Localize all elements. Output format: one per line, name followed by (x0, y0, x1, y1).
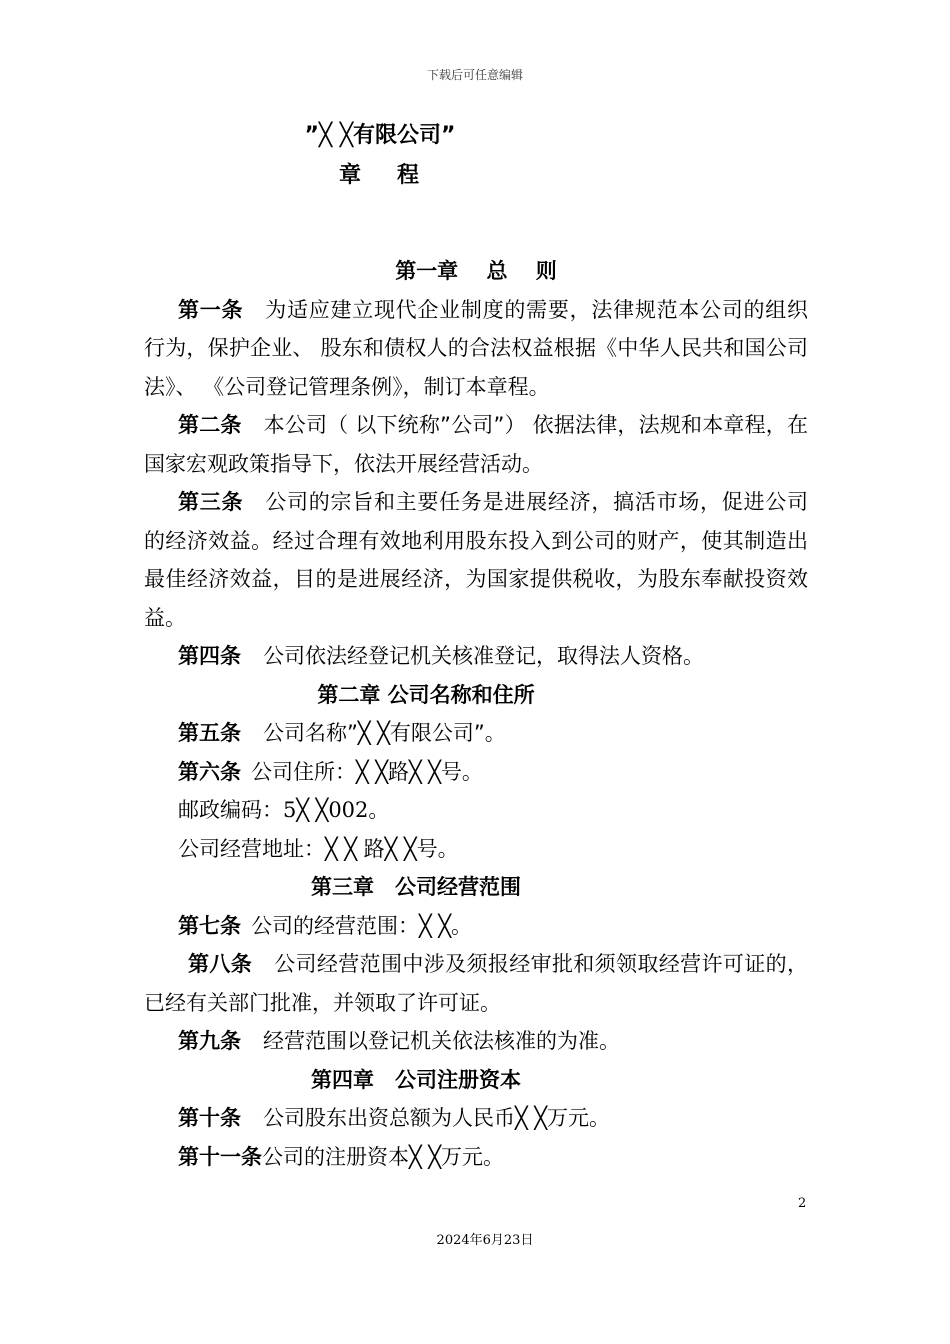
document-subtitle (0, 158, 760, 189)
document-body (144, 252, 808, 1176)
article-8-text: 公司经营范围中涉及须报经审批和须领取经营许可证的，已经有关部门批准，并领取了许可证。 (144, 952, 809, 1015)
chapter-2-heading: 第二章 公司名称和住所 (317, 682, 535, 707)
article-5-label: 第五条 (178, 721, 241, 745)
article-10-label: 第十条 (178, 1106, 241, 1130)
page-number: 2 (798, 1196, 807, 1211)
postal-code-line (144, 791, 808, 830)
article-7-text: 公司的经营范围：╳ ╳。 (251, 913, 472, 938)
article-1 (144, 291, 808, 407)
page-footer-date: 2024年6月23日 (436, 1233, 534, 1248)
article-4-label: 第四条 (178, 644, 241, 668)
article-3-text: 公司的宗旨和主要任务是进展经济，搞活市场，促进公司的经济效益。经过合理有效地利用股东投入到公司的财产，使其制造出最佳经济效益，目的是进展经济，为国家提供税收，为股东奉献投资效益。 (144, 490, 809, 630)
article-1-text: 为适应建立现代企业制度的需要，法律规范本公司的组织行为，保护企业、 股东和债权人的合法权益根据《中华人民共和国公司法》、 《公司登记管理条例》，制订本章程。 (144, 297, 809, 399)
article-4-text: 公司依法经登记机关核准登记，取得法人资格。 (263, 644, 704, 668)
article-8-label: 第八条 (188, 952, 253, 976)
subtitle-char-2: 程 (397, 163, 422, 188)
article-5-text: 公司名称”╳ ╳有限公司”。 (263, 721, 506, 745)
page-header: 下载后可任意编辑 (426, 68, 523, 82)
article-7 (144, 907, 808, 946)
article-11-text: 公司的注册资本╳ ╳万元。 (262, 1144, 504, 1169)
article-9 (144, 1022, 808, 1061)
article-5 (144, 714, 808, 753)
article-11 (144, 1138, 808, 1177)
article-1-label: 第一条 (178, 297, 244, 322)
article-3 (144, 483, 808, 637)
article-10-text: 公司股东出资总额为人民币╳ ╳万元。 (263, 1106, 610, 1130)
postal-code-label: 邮政编码： (178, 798, 283, 822)
document-title: ”╳ ╳有限公司” (304, 123, 456, 148)
article-2-label: 第二条 (178, 413, 242, 437)
article-2-text: 本公司（ 以下统称”公司”） 依据法律，法规和本章程，在国家宏观政策指导下，依法开展经营活动。 (144, 413, 809, 476)
article-4 (144, 637, 808, 676)
postal-code-value: 5╳ ╳002 (283, 798, 369, 822)
subtitle-char-1: 章 (338, 163, 363, 188)
chapter-4-heading: 第四章 公司注册资本 (311, 1067, 521, 1092)
chapter-3-heading: 第三章 公司经营范围 (311, 875, 521, 899)
article-10 (144, 1099, 808, 1138)
article-9-text: 经营范围以登记机关依法核准的为准。 (263, 1029, 620, 1053)
business-address-line: 公司经营地址：╳ ╳ 路╳ ╳号。 (178, 836, 459, 861)
article-7-label: 第七条 (178, 913, 241, 938)
postal-code-suffix: 。 (368, 798, 390, 822)
article-6 (144, 753, 808, 792)
article-6-text: 公司住所：╳ ╳路╳ ╳号。 (251, 759, 483, 784)
article-3-label: 第三条 (178, 490, 244, 514)
article-11-label: 第十一条 (178, 1144, 262, 1169)
article-8 (144, 945, 808, 1022)
chapter-1-heading: 第一章 总 则 (395, 259, 557, 283)
article-6-label: 第六条 (178, 759, 241, 784)
article-9-label: 第九条 (178, 1029, 241, 1053)
article-2 (144, 406, 808, 483)
